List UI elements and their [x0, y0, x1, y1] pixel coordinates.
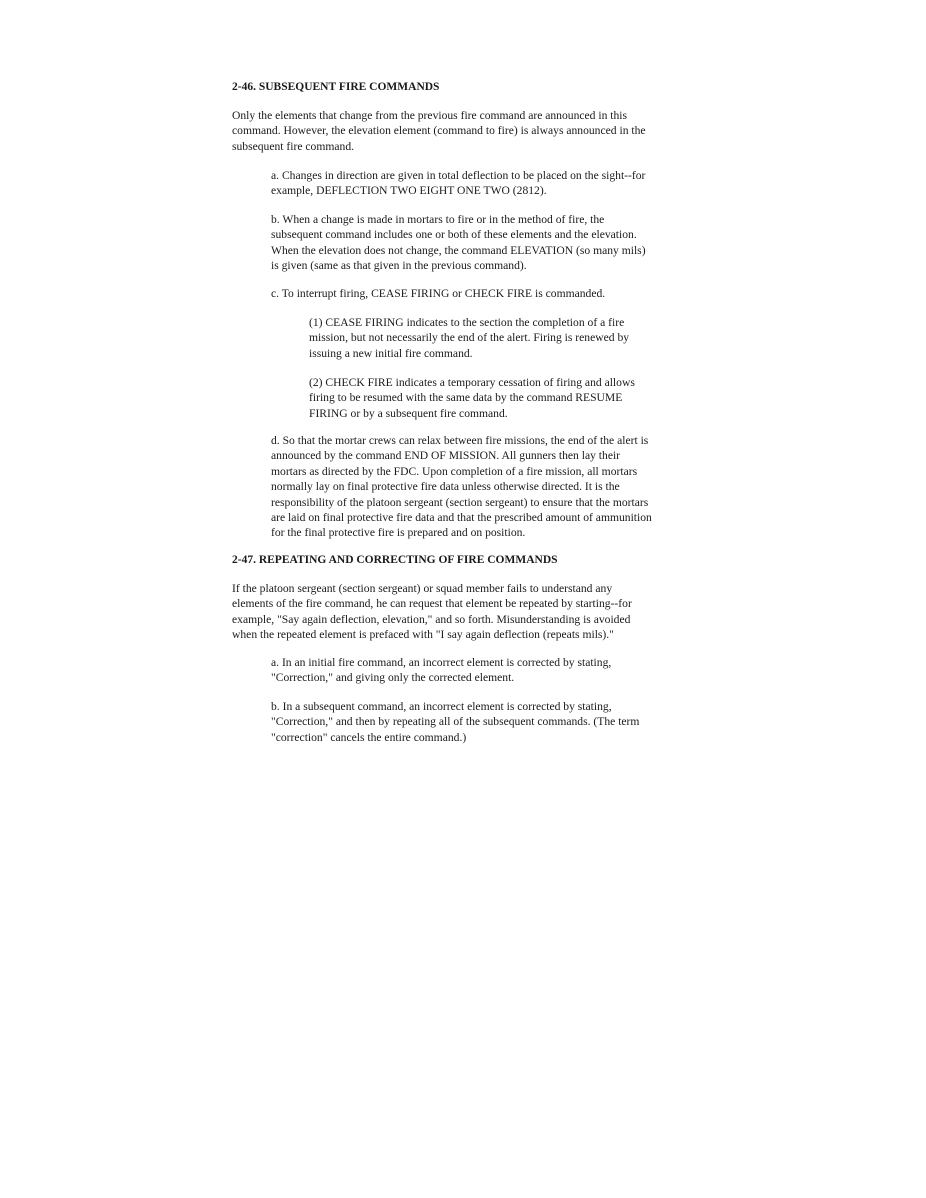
section-2-46-para-c: c. To interrupt firing, CEASE FIRING or CHECK FIRE is commanded.	[271, 287, 606, 300]
section-2-46-para-c2: (2) CHECK FIRE indicates a temporary cessation of firing and allows firing to be resumed with the same data by the command RESUME FIRING or by a subsequent fire command.	[309, 376, 635, 420]
section-heading-2-47: 2-47. REPEATING AND CORRECTING OF FIRE COMMANDS	[232, 554, 558, 566]
section-2-46-para-d: d. So that the mortar crews can relax between fire missions, the end of the alert is announced by the command END OF MISSION. All gunners then lay their mortars as directed by the FDC. Upon completion of a fire mission, all mortars normally lay on final protective fire data unless otherwise directed. It is the responsibility of the platoon sergeant (section sergeant) to ensure that the mortars are laid on final protective fire data and that the prescribed amount of ammunition for the final protective fire is prepared and on position.	[271, 434, 652, 540]
section-heading-2-46: 2-46. SUBSEQUENT FIRE COMMANDS	[232, 81, 440, 93]
section-2-47-para-a: a. In an initial fire command, an incorrect element is corrected by stating, "Correction," and giving only the corrected element.	[271, 656, 612, 685]
section-2-47-intro: If the platoon sergeant (section sergeant) or squad member fails to understand any elements of the fire command, he can request that element be repeated by starting--for example, "Say again deflection, elevation," and so forth. Misunderstanding is avoided when the repeated element is prefaced with "I say again deflection (repeats mils)."	[232, 582, 632, 642]
section-2-47-para-b: b. In a subsequent command, an incorrect element is corrected by stating, "Correction," and then by repeating all of the subsequent commands. (The term "correction" cancels the entire command.)	[271, 700, 640, 744]
section-2-46-para-a: a. Changes in direction are given in total deflection to be placed on the sight--for example, DEFLECTION TWO EIGHT ONE TWO (2812).	[271, 169, 646, 198]
section-2-46-intro: Only the elements that change from the previous fire command are announced in this command. However, the elevation element (command to fire) is always announced in the subsequent fire command.	[232, 109, 646, 153]
section-2-46-para-b: b. When a change is made in mortars to fire or in the method of fire, the subsequent command includes one or both of these elements and the elevation. When the elevation does not change, the command ELEVATION (so many mils) is given (same as that given in the previous command).	[271, 213, 646, 273]
section-2-46-para-c1: (1) CEASE FIRING indicates to the section the completion of a fire mission, but not necessarily the end of the alert. Firing is renewed by issuing a new initial fire command.	[309, 316, 630, 360]
